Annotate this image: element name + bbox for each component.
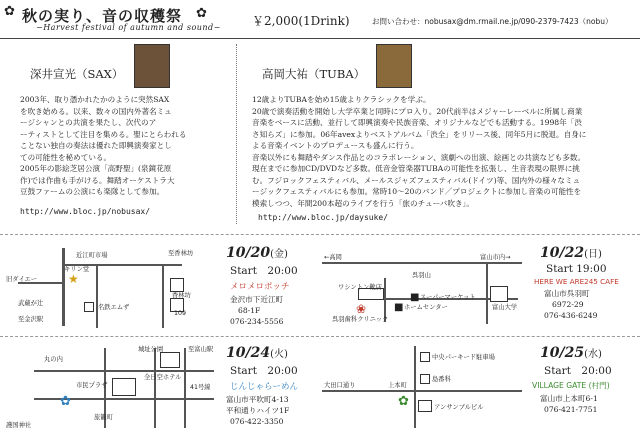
ticket-price: ￥2,000(1Drink) — [252, 14, 350, 28]
event-date: 10/22 — [540, 245, 585, 261]
bio-line: ーティストとして注目を集める。聖にとらわれる — [20, 129, 187, 139]
map-label: 名鉄エムザ — [98, 304, 130, 311]
event-address2: 6972-29 — [552, 300, 584, 309]
event-date: 10/25 — [540, 345, 585, 361]
map-label: 至金沢駅 — [18, 316, 44, 323]
bio-line: ージックフェスティバルにも参加。常時10〜20のバンド／プロジェクトに参加し音楽の可能性を — [252, 187, 582, 196]
performer-photo-tuba — [376, 44, 412, 88]
map-label: 城址公園 — [138, 346, 164, 353]
bio-line: ージシャンとの共演を果たし、次代のア — [20, 118, 157, 127]
venue-star-icon: ★ — [68, 272, 79, 286]
map-label: スーパーマーケット — [420, 294, 476, 301]
map-label: 市民プラザ — [76, 382, 108, 389]
event-venue: VILLAGE GATE (村門) — [532, 381, 610, 390]
bio-line: 豆鼓ファームの公演にも楽隊として参加。 — [20, 187, 165, 196]
bio-line: を吹き始める。以来、数々の国内外著名ミュ — [20, 106, 172, 116]
map-label: 上本町 — [388, 382, 407, 389]
bio-line: 2005年の影絵芝居公演「高野聖」(泉鏡花原 — [20, 164, 172, 173]
bio-line: 作)では作曲も手がける。舞踏オーケストラ大 — [20, 175, 175, 185]
event-info-1025 — [532, 342, 638, 415]
map-label: アンサンブルビル — [434, 404, 484, 411]
bio-line: ことない独自の奏法は優れた即興演奏家とし — [20, 141, 172, 150]
event-address: 富山市上本町6-1 — [540, 394, 598, 403]
event-tel: 076-421-7751 — [544, 405, 598, 414]
map-label: 呉羽山 — [412, 272, 431, 279]
event-address: 富山市呉羽町 — [544, 289, 590, 298]
event-tel: 076-234-5556 — [230, 317, 284, 326]
map-label: 109 — [174, 310, 187, 317]
event-address2: 平和通りハイツ1F — [226, 406, 290, 415]
map-label: 旅籠町 — [94, 414, 113, 421]
map-event-1020 — [4, 238, 230, 330]
bio-line: 2003年、取り憑かれたかのように突然SAX — [20, 95, 170, 104]
performer-bio-tuba — [252, 94, 586, 209]
map-event-1022 — [318, 238, 544, 330]
performer-url-tuba[interactable]: http://www.bloc.jp/daysuke/ — [258, 213, 389, 222]
map-label: 丸の内 — [44, 356, 63, 363]
event-info-1022 — [534, 242, 638, 321]
event-start: Start 20:00 — [230, 265, 298, 277]
performer-url-sax[interactable]: http://www.bloc.jp/nobusax/ — [20, 207, 151, 216]
map-label: 中央パーキード駐車場 — [432, 354, 495, 361]
bio-line: 20歳で演奏活動を開始し大学卒業と同時にプロ入り。20代前半はメジャーレーベルに所属し商業 — [252, 106, 583, 116]
performer-bio-sax — [20, 94, 186, 198]
maple-leaf-icon: ✿ — [4, 4, 15, 19]
event-venue: HERE WE ARE245 CAFE — [534, 277, 619, 286]
store-icon: ■ — [394, 302, 404, 313]
event-weekday: (金) — [270, 249, 288, 260]
header-divider — [0, 38, 640, 39]
event-info-1020 — [226, 242, 320, 327]
event-weekday: (水) — [584, 349, 602, 360]
section-divider — [0, 336, 640, 337]
bio-line: 模索しつつ、年間200本超のライブを行う「旅のチューバ吹き」。 — [252, 198, 474, 208]
performer-name-sax: 深井宣光（SAX） — [30, 67, 124, 81]
map-label: 呉羽歯科クリニック — [332, 316, 389, 323]
event-info-1024 — [226, 342, 322, 427]
map-label: 富山大学 — [492, 304, 518, 311]
maple-leaf-icon: ✿ — [196, 6, 207, 21]
performer-photo-sax — [134, 44, 170, 88]
event-address: 金沢市下近江町 — [230, 295, 284, 304]
map-label: ワシントン靴店 — [338, 284, 382, 291]
page-title: 秋の実り、音の収穫祭 — [22, 7, 183, 25]
map-label: 護国神社 — [6, 422, 32, 429]
bio-line: ての可能性を秘めている。 — [20, 152, 112, 162]
venue-leaf-icon: ✿ — [60, 394, 71, 409]
event-tel: 076-422-3350 — [230, 417, 284, 426]
bio-line: 現在までに参加CD/DVDなど多数。低音金管楽器TUBAの可能性を拡張し、生音表現の限界に挑 — [252, 164, 580, 173]
map-label: 至香林坊 — [168, 250, 194, 257]
map-label: 旧ダイエー — [6, 276, 38, 283]
event-weekday: (火) — [270, 349, 288, 360]
map-label: 全日空ホテル — [144, 374, 182, 381]
map-event-1025 — [318, 340, 544, 430]
venue-leaf-icon: ✿ — [398, 394, 409, 409]
event-venue: メロメロポッチ — [230, 282, 290, 292]
bio-line: む。フジロックフェスティバル、メールスジャズフェスティバル(ドイツ)等、国内外の様々なミュ — [252, 175, 581, 185]
bio-line: 音楽をベースに活動、並行して即興演奏や民族音楽、オリジナルなどでも活動する。1998年「渋 — [252, 118, 582, 127]
event-start: Start 19:00 — [546, 263, 607, 275]
section-divider — [0, 234, 640, 235]
bio-line: さ知らズ」に参加。06年avexよりベストアルバム「渋全」をリリース後、同年5月に脱退。自身に — [252, 129, 587, 139]
venue-leaf-icon: ❀ — [356, 302, 367, 316]
event-address: 富山市平吹町4-13 — [226, 395, 289, 404]
contact-info: お問い合わせ：nobusax@dm.rmail.ne.jp/090-2379-7423（nobu） — [372, 17, 613, 26]
store-icon: ■ — [410, 292, 420, 303]
event-tel: 076-436-6249 — [544, 311, 598, 320]
event-weekday: (日) — [584, 249, 602, 260]
bio-line: 音楽以外にも舞踏やダンス作品とのコラボレーション、演劇への出演、絵画との共演なども多数。 — [252, 152, 586, 162]
map-label: ←高岡 — [324, 254, 342, 261]
performer-divider — [236, 44, 237, 224]
bio-line: よる音楽イベントのプロデュースも盛んに行う。 — [252, 141, 419, 150]
map-label: 至富山駅 — [188, 346, 214, 353]
map-label: 島番科 — [432, 376, 451, 383]
map-label: 近江町市場 — [76, 252, 108, 259]
event-start: Start 20:00 — [230, 365, 298, 377]
performer-name-tuba: 高岡大祐（TUBA） — [262, 67, 366, 81]
page-subtitle: −Harvest festival of autumn and sound− — [36, 23, 221, 32]
map-label: ホームセンター — [404, 304, 448, 311]
map-event-1024 — [4, 340, 230, 430]
map-label: 41号線 — [190, 384, 211, 391]
event-date: 10/24 — [226, 345, 271, 361]
map-label: 武蔵が辻 — [18, 300, 44, 307]
event-venue: じんじゃらーめん — [230, 382, 299, 392]
map-label: 香林坊 — [172, 292, 191, 299]
bio-line: 12歳よりTUBAを始め15歳よりクラシックを学ぶ。 — [252, 95, 431, 104]
event-date: 10/20 — [226, 245, 271, 261]
event-address2: 68-1F — [238, 306, 261, 315]
map-label: キリン堂 — [64, 266, 90, 273]
map-label: 大田口通り — [324, 382, 356, 389]
map-label: 富山市内→ — [480, 254, 511, 261]
event-start: Start 20:00 — [544, 365, 612, 377]
